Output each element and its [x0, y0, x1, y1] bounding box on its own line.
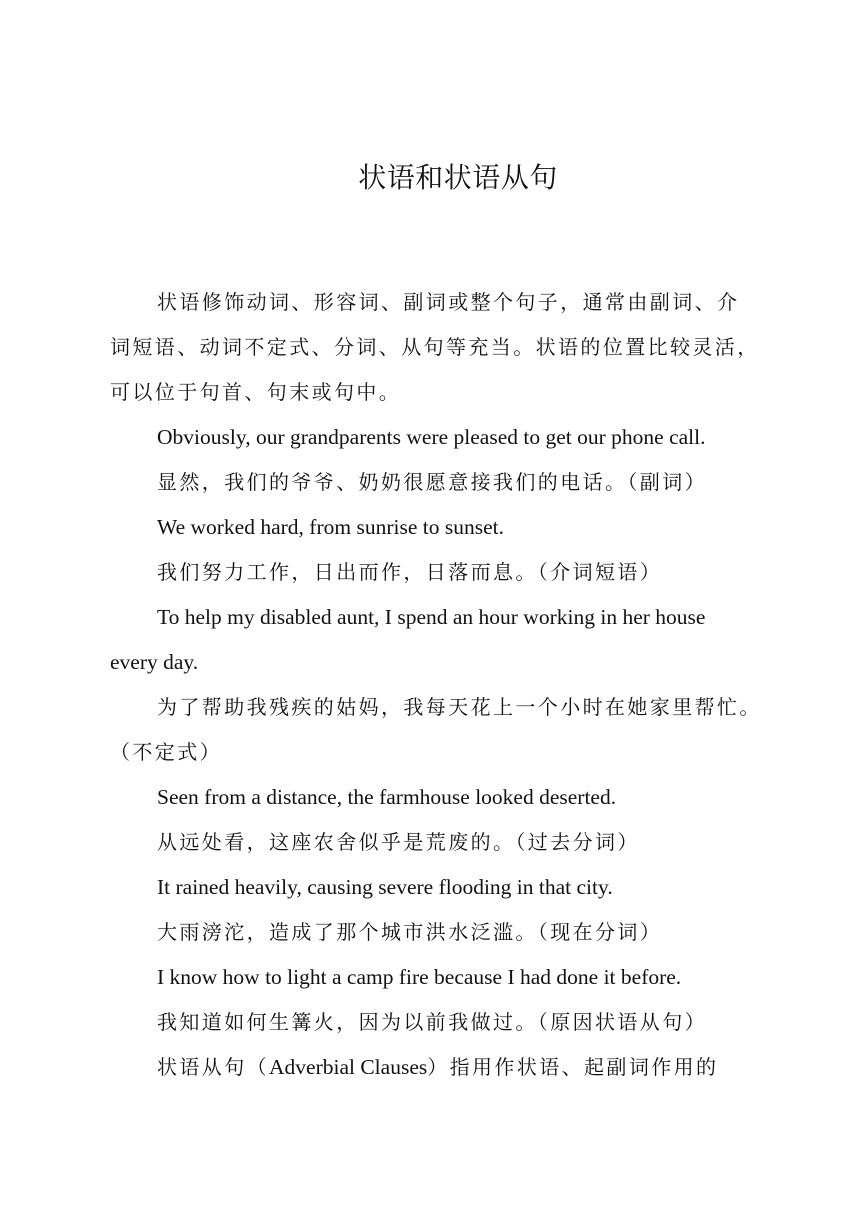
example-english: We worked hard, from sunrise to sunset.	[157, 515, 504, 539]
example-english: Obviously, our grandparents were pleased to get our phone call.	[157, 425, 706, 449]
intro-line-3: 可以位于句首、句末或句中。	[110, 380, 402, 404]
example-chinese: 显然，我们的爷爷、奶奶很愿意接我们的电话。（副词）	[157, 470, 707, 494]
page-title: 状语和状语从句	[358, 161, 558, 194]
closing-text-a: 状语从句（	[157, 1055, 269, 1079]
example-english: I know how to light a camp fire because I had done it before.	[157, 965, 682, 989]
closing-english-term: Adverbial Clauses	[269, 1055, 428, 1079]
closing-line	[110, 1045, 755, 1090]
example-english: Seen from a distance, the farmhouse looked deserted.	[157, 785, 617, 809]
example-chinese: 从远处看，这座农舍似乎是荒废的。（过去分词）	[157, 830, 640, 854]
example-english: To help my disabled aunt, I spend an hour working in her house	[157, 605, 706, 629]
intro-line-1: 状语修饰动词、形容词、副词或整个句子，通常由副词、介	[157, 290, 740, 314]
intro-line-2: 词短语、动词不定式、分词、从句等充当。状语的位置比较灵活，	[110, 335, 760, 359]
example-chinese: 大雨滂沱，造成了那个城市洪水泛滥。（现在分词）	[157, 920, 663, 944]
example-chinese-continued: （不定式）	[110, 740, 222, 764]
example-english-continued: every day.	[110, 650, 199, 674]
example-chinese: 我知道如何生篝火，因为以前我做过。（原因状语从句）	[157, 1010, 707, 1034]
example-english: It rained heavily, causing severe flooding in that city.	[157, 875, 613, 899]
closing-text-b: ）指用作状语、起副词作用的	[427, 1055, 719, 1079]
example-chinese: 为了帮助我残疾的姑妈，我每天花上一个小时在她家里帮忙。	[157, 695, 762, 719]
document-body	[110, 280, 762, 1090]
example-chinese: 我们努力工作，日出而作，日落而息。（介词短语）	[157, 560, 663, 584]
